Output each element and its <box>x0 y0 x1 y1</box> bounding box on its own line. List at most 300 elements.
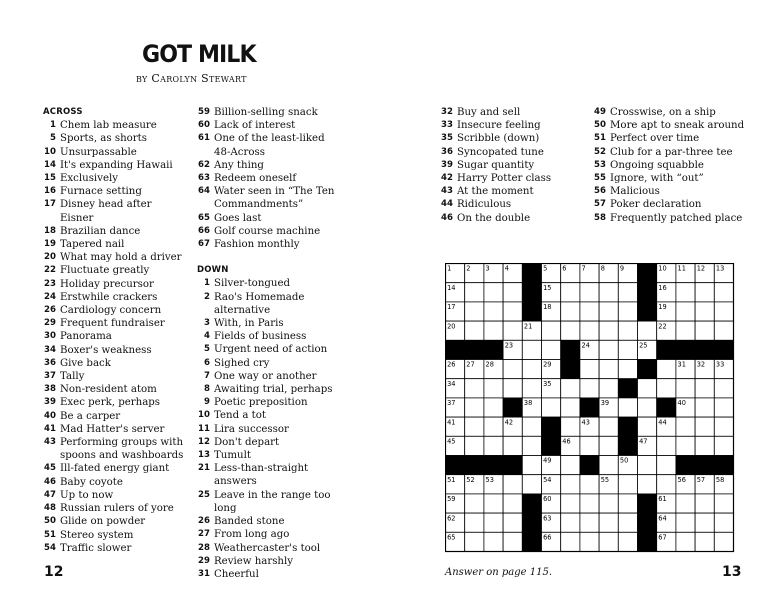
cell-number: 56 <box>677 475 686 484</box>
grid-cell[interactable] <box>465 379 484 398</box>
cell-number: 3 <box>485 264 490 273</box>
down-clue-58 <box>583 212 753 225</box>
grid-cell[interactable] <box>676 302 695 321</box>
grid-cell[interactable] <box>695 321 714 340</box>
grid-cell[interactable] <box>561 494 580 513</box>
grid-cell[interactable] <box>503 360 522 379</box>
grid-block <box>446 456 465 475</box>
clue-text: What may hold a driver <box>60 252 182 264</box>
grid-cell[interactable] <box>503 513 522 532</box>
grid-block <box>676 340 695 359</box>
grid-cell[interactable] <box>676 494 695 513</box>
grid-cell[interactable] <box>580 532 599 551</box>
grid-cell[interactable] <box>714 302 733 321</box>
grid-cell[interactable] <box>522 340 541 359</box>
clue-number: 17 <box>44 199 56 210</box>
clue-text: Give back <box>60 357 111 369</box>
grid-block <box>618 417 637 436</box>
grid-cell[interactable] <box>714 436 733 455</box>
clue-number: 65 <box>198 212 210 223</box>
clue-text: Goes last <box>214 212 262 224</box>
down-clue-25 <box>187 489 342 515</box>
clue-number: 46 <box>441 212 453 223</box>
clue-text: Less-than-straight answers <box>214 463 309 488</box>
clue-text: Tend a tot <box>214 410 266 422</box>
clue-number: 10 <box>44 146 56 157</box>
clue-column-3 <box>430 106 590 225</box>
grid-cell[interactable] <box>695 494 714 513</box>
grid-cell[interactable] <box>714 532 733 551</box>
clue-text: Be a carper <box>60 410 121 422</box>
across-clue-38 <box>33 383 188 396</box>
clue-text: On the double <box>457 212 531 224</box>
grid-cell[interactable] <box>465 398 484 417</box>
clue-number: 53 <box>594 159 606 170</box>
clue-text: From long ago <box>214 529 290 541</box>
clue-text: Cheerful <box>214 568 259 580</box>
clue-number: 51 <box>594 133 606 144</box>
clue-text: At the moment <box>457 186 534 198</box>
clue-number: 47 <box>44 489 56 500</box>
grid-cell[interactable] <box>465 494 484 513</box>
grid-cell[interactable] <box>484 532 503 551</box>
grid-cell[interactable] <box>638 379 657 398</box>
clue-number: 24 <box>44 291 56 302</box>
grid-cell[interactable] <box>580 379 599 398</box>
grid-cell[interactable] <box>465 321 484 340</box>
clue-text: Malicious <box>610 186 660 198</box>
down-clue-8 <box>187 383 342 396</box>
clue-text: Sugar quantity <box>457 159 535 171</box>
grid-cell[interactable] <box>561 532 580 551</box>
grid-cell[interactable] <box>676 321 695 340</box>
grid-cell[interactable] <box>695 379 714 398</box>
grid-cell[interactable] <box>580 360 599 379</box>
clue-number: 64 <box>198 186 210 197</box>
across-clue-51 <box>33 529 188 542</box>
cell-number: 17 <box>447 303 456 312</box>
clue-text: Fluctuate greatly <box>60 265 150 277</box>
grid-cell[interactable] <box>503 283 522 302</box>
grid-cell[interactable] <box>561 302 580 321</box>
grid-block <box>638 494 657 513</box>
grid-cell[interactable] <box>599 532 618 551</box>
grid-cell[interactable] <box>503 494 522 513</box>
grid-cell[interactable] <box>561 456 580 475</box>
grid-cell[interactable] <box>599 417 618 436</box>
grid-cell[interactable] <box>714 417 733 436</box>
grid-block <box>446 340 465 359</box>
cell-number: 6 <box>562 264 567 273</box>
grid-cell[interactable] <box>484 494 503 513</box>
grid-cell[interactable] <box>522 475 541 494</box>
grid-cell[interactable] <box>618 398 637 417</box>
clue-number: 55 <box>594 173 606 184</box>
down-clue-36 <box>430 146 590 159</box>
grid-cell[interactable] <box>714 321 733 340</box>
clue-number: 25 <box>198 489 210 500</box>
clue-number: 50 <box>594 120 606 131</box>
grid-cell[interactable] <box>561 398 580 417</box>
across-clue-10 <box>33 146 188 159</box>
grid-cell[interactable] <box>465 417 484 436</box>
grid-cell[interactable] <box>522 417 541 436</box>
grid-cell[interactable] <box>465 436 484 455</box>
grid-cell[interactable] <box>465 283 484 302</box>
clue-text: Rao's Homemade alternative <box>214 291 305 316</box>
grid-cell[interactable] <box>695 302 714 321</box>
clue-text: Erstwhile crackers <box>60 291 158 303</box>
grid-cell[interactable] <box>599 513 618 532</box>
cell-number: 36 <box>619 379 629 388</box>
clue-number: 37 <box>44 371 56 382</box>
cell-number: 62 <box>447 514 456 523</box>
grid-cell[interactable] <box>580 475 599 494</box>
grid-cell[interactable] <box>503 321 522 340</box>
grid-cell[interactable] <box>714 513 733 532</box>
clue-number: 32 <box>441 107 453 117</box>
grid-cell[interactable] <box>503 436 522 455</box>
clue-text: Billion-selling snack <box>214 107 318 118</box>
down-clue-3 <box>187 317 342 330</box>
clue-text: Perfect over time <box>610 133 700 145</box>
cell-number: 15 <box>543 283 552 292</box>
grid-block <box>695 340 714 359</box>
clue-number: 36 <box>441 146 453 157</box>
grid-block <box>638 302 657 321</box>
clue-text: Lack of interest <box>214 120 296 132</box>
clue-text: One way or another <box>214 370 317 382</box>
cell-number: 5 <box>543 264 548 273</box>
clue-number: 66 <box>198 225 210 236</box>
grid-cell[interactable] <box>599 340 618 359</box>
clue-gap <box>187 251 342 264</box>
clue-number: 15 <box>44 173 56 184</box>
grid-cell[interactable] <box>599 379 618 398</box>
grid-cell[interactable] <box>522 379 541 398</box>
down-clue-21 <box>187 462 342 488</box>
grid-cell[interactable] <box>676 513 695 532</box>
clue-number: 7 <box>204 370 210 381</box>
clue-number: 63 <box>198 173 210 184</box>
page-number-left: 12 <box>44 564 64 580</box>
down-clue-35 <box>430 132 590 145</box>
grid-cell[interactable] <box>676 283 695 302</box>
grid-cell[interactable] <box>465 513 484 532</box>
grid-block <box>638 264 657 283</box>
grid-cell[interactable] <box>580 494 599 513</box>
clue-number: 29 <box>44 318 56 329</box>
grid-cell[interactable] <box>676 532 695 551</box>
down-clue-42 <box>430 172 590 185</box>
cell-number: 24 <box>581 341 590 350</box>
cell-number: 44 <box>658 418 667 427</box>
clue-number: 57 <box>594 199 606 210</box>
grid-cell[interactable] <box>695 532 714 551</box>
grid-cell[interactable] <box>599 436 618 455</box>
grid-cell[interactable] <box>484 436 503 455</box>
cell-number: 54 <box>543 475 552 484</box>
page-number-right: 13 <box>722 564 742 580</box>
grid-cell[interactable] <box>503 475 522 494</box>
grid-cell[interactable] <box>618 494 637 513</box>
clue-text: Up to now <box>60 489 114 501</box>
grid-cell[interactable] <box>714 379 733 398</box>
grid-cell[interactable] <box>714 398 733 417</box>
grid-block <box>542 417 561 436</box>
grid-cell[interactable] <box>714 283 733 302</box>
grid-cell[interactable] <box>503 379 522 398</box>
across-clue-43 <box>33 436 188 462</box>
grid-cell[interactable] <box>599 321 618 340</box>
grid-cell[interactable] <box>618 302 637 321</box>
grid-cell[interactable] <box>599 494 618 513</box>
down-clue-39 <box>430 159 590 172</box>
clue-text: Panorama <box>60 331 112 343</box>
grid-cell[interactable] <box>580 302 599 321</box>
grid-cell[interactable] <box>503 302 522 321</box>
grid-cell[interactable] <box>695 436 714 455</box>
clue-text: Poker declaration <box>610 199 702 211</box>
grid-block <box>714 456 733 475</box>
grid-cell[interactable] <box>638 321 657 340</box>
down-clue-28 <box>187 542 342 555</box>
grid-cell[interactable] <box>542 398 561 417</box>
grid-cell[interactable] <box>618 532 637 551</box>
grid-cell[interactable] <box>484 321 503 340</box>
grid-cell[interactable] <box>657 379 676 398</box>
across-clue-54 <box>33 542 188 555</box>
clue-text: Redeem oneself <box>214 173 297 185</box>
cell-number: 45 <box>447 437 456 446</box>
grid-cell[interactable] <box>695 283 714 302</box>
grid-cell[interactable] <box>542 321 561 340</box>
clue-number: 1 <box>50 120 56 131</box>
grid-cell[interactable] <box>599 360 618 379</box>
grid-cell[interactable] <box>484 379 503 398</box>
clue-number: 51 <box>44 529 56 540</box>
clue-number: 28 <box>198 542 210 553</box>
grid-block <box>484 456 503 475</box>
grid-cell[interactable] <box>484 513 503 532</box>
across-clue-47 <box>33 489 188 502</box>
grid-cell[interactable] <box>599 283 618 302</box>
clue-number: 42 <box>441 173 453 184</box>
grid-block <box>542 436 561 455</box>
across-clue-41 <box>33 423 188 436</box>
clue-column-2 <box>187 106 342 581</box>
grid-cell[interactable] <box>695 417 714 436</box>
grid-cell[interactable] <box>503 532 522 551</box>
grid-cell[interactable] <box>580 513 599 532</box>
clue-number: 43 <box>441 186 453 197</box>
across-header: ACROSS <box>43 107 83 117</box>
clue-text: Frequent fundraiser <box>60 318 165 330</box>
down-clue-26 <box>187 515 342 528</box>
grid-block <box>638 283 657 302</box>
grid-cell[interactable] <box>522 436 541 455</box>
grid-cell[interactable] <box>676 417 695 436</box>
grid-cell[interactable] <box>561 513 580 532</box>
grid-cell[interactable] <box>618 340 637 359</box>
across-clue-1 <box>33 119 188 132</box>
grid-cell[interactable] <box>618 360 637 379</box>
grid-block <box>657 398 676 417</box>
clue-text: More apt to sneak around <box>610 120 745 132</box>
across-clue-45 <box>33 462 188 475</box>
across-clue-63 <box>187 172 342 185</box>
down-clue-53 <box>583 159 753 172</box>
down-clue-29 <box>187 555 342 568</box>
grid-cell[interactable] <box>618 475 637 494</box>
clue-text: Awaiting trial, perhaps <box>214 384 333 396</box>
grid-cell[interactable] <box>638 456 657 475</box>
cell-number: 63 <box>543 514 552 523</box>
clue-text: Holiday precursor <box>60 278 154 290</box>
clue-number: 60 <box>198 120 210 131</box>
crossword-grid[interactable] <box>445 263 735 554</box>
clue-text: Tally <box>60 371 85 383</box>
cell-number: 18 <box>543 303 552 312</box>
grid-block <box>657 340 676 359</box>
grid-cell[interactable] <box>484 417 503 436</box>
cell-number: 52 <box>466 475 475 484</box>
grid-block <box>522 264 541 283</box>
grid-block <box>503 398 522 417</box>
grid-cell[interactable] <box>484 398 503 417</box>
cell-number: 59 <box>447 495 456 504</box>
grid-cell[interactable] <box>676 379 695 398</box>
grid-block <box>561 340 580 359</box>
clue-number: 59 <box>198 107 210 117</box>
clue-number: 38 <box>44 384 56 395</box>
clue-text: Ongoing squabble <box>610 159 704 171</box>
clue-number: 49 <box>594 107 606 117</box>
across-clue-17 <box>33 198 188 224</box>
cell-number: 10 <box>658 264 667 273</box>
clue-number: 23 <box>44 278 56 289</box>
across-clue-20 <box>33 251 188 264</box>
clue-number: 46 <box>44 476 56 487</box>
grid-cell[interactable] <box>599 302 618 321</box>
grid-cell[interactable] <box>638 475 657 494</box>
clue-number: 1 <box>204 278 210 289</box>
grid-cell[interactable] <box>714 494 733 513</box>
cell-number: 64 <box>658 514 667 523</box>
clue-text: Traffic slower <box>60 542 132 554</box>
down-clue-33 <box>430 119 590 132</box>
cell-number: 4 <box>504 264 509 273</box>
clue-text: Harry Potter class <box>457 173 552 185</box>
down-clue-7 <box>187 370 342 383</box>
down-clue-50 <box>583 119 753 132</box>
grid-cell[interactable] <box>561 417 580 436</box>
down-clue-56 <box>583 185 753 198</box>
clue-text: Sighed cry <box>214 357 270 369</box>
clue-number: 40 <box>44 410 56 421</box>
cell-number: 12 <box>696 264 706 273</box>
grid-cell[interactable] <box>638 398 657 417</box>
cell-number: 33 <box>715 360 725 369</box>
grid-svg[interactable] <box>445 263 735 554</box>
cell-number: 35 <box>543 379 552 388</box>
down-clue-13 <box>187 449 342 462</box>
clue-number: 61 <box>198 133 210 144</box>
clue-text: Scribble (down) <box>457 133 540 145</box>
grid-cell[interactable] <box>618 321 637 340</box>
grid-cell[interactable] <box>580 436 599 455</box>
clue-number: 39 <box>44 397 56 408</box>
clue-text: Russian rulers of yore <box>60 503 174 515</box>
grid-cell[interactable] <box>618 513 637 532</box>
clue-text: Fields of business <box>214 331 307 343</box>
clue-number: 19 <box>44 239 56 250</box>
clue-text: Club for a par-three tee <box>610 146 733 158</box>
clue-text: Ignore, with “out” <box>610 173 704 185</box>
clue-number: 30 <box>44 331 56 342</box>
grid-cell[interactable] <box>695 513 714 532</box>
grid-cell[interactable] <box>522 360 541 379</box>
grid-cell[interactable] <box>580 283 599 302</box>
grid-block <box>522 532 541 551</box>
grid-cell[interactable] <box>484 283 503 302</box>
grid-cell[interactable] <box>657 456 676 475</box>
grid-cell[interactable] <box>599 456 618 475</box>
across-clue-61 <box>187 132 342 158</box>
grid-cell[interactable] <box>561 475 580 494</box>
cell-number: 26 <box>447 360 456 369</box>
grid-cell[interactable] <box>465 302 484 321</box>
down-clue-55 <box>583 172 753 185</box>
grid-cell[interactable] <box>465 532 484 551</box>
grid-cell[interactable] <box>618 283 637 302</box>
grid-cell[interactable] <box>695 398 714 417</box>
grid-cell[interactable] <box>561 283 580 302</box>
clue-number: 45 <box>44 463 56 474</box>
grid-cell[interactable] <box>580 321 599 340</box>
clue-number: 48 <box>44 503 56 514</box>
clue-text: Water seen in “The Ten Commandments” <box>214 186 335 211</box>
cell-number: 9 <box>619 264 625 273</box>
grid-cell[interactable] <box>676 436 695 455</box>
clue-text: Exclusively <box>60 173 118 185</box>
grid-cell[interactable] <box>657 436 676 455</box>
clue-number: 13 <box>198 450 210 461</box>
grid-cell[interactable] <box>484 302 503 321</box>
grid-cell[interactable] <box>561 321 580 340</box>
grid-cell[interactable] <box>561 379 580 398</box>
grid-cell[interactable] <box>657 475 676 494</box>
cell-number: 28 <box>485 360 494 369</box>
clue-text: Boxer's weakness <box>60 344 152 356</box>
across-clue-26 <box>33 304 188 317</box>
cell-number: 42 <box>504 418 514 427</box>
cell-number: 11 <box>677 264 686 273</box>
cell-number: 8 <box>600 264 605 273</box>
down-clue-57 <box>583 198 753 211</box>
across-clue-48 <box>33 502 188 515</box>
grid-cell[interactable] <box>542 340 561 359</box>
grid-cell[interactable] <box>522 456 541 475</box>
cell-number: 29 <box>543 360 552 369</box>
clue-column-1 <box>33 106 188 555</box>
across-clue-59 <box>187 106 342 119</box>
grid-cell[interactable] <box>638 417 657 436</box>
grid-cell[interactable] <box>657 360 676 379</box>
clue-number: 11 <box>198 423 210 434</box>
puzzle-title: GOT MILK <box>142 40 256 68</box>
clue-text: Banded stone <box>214 516 285 528</box>
